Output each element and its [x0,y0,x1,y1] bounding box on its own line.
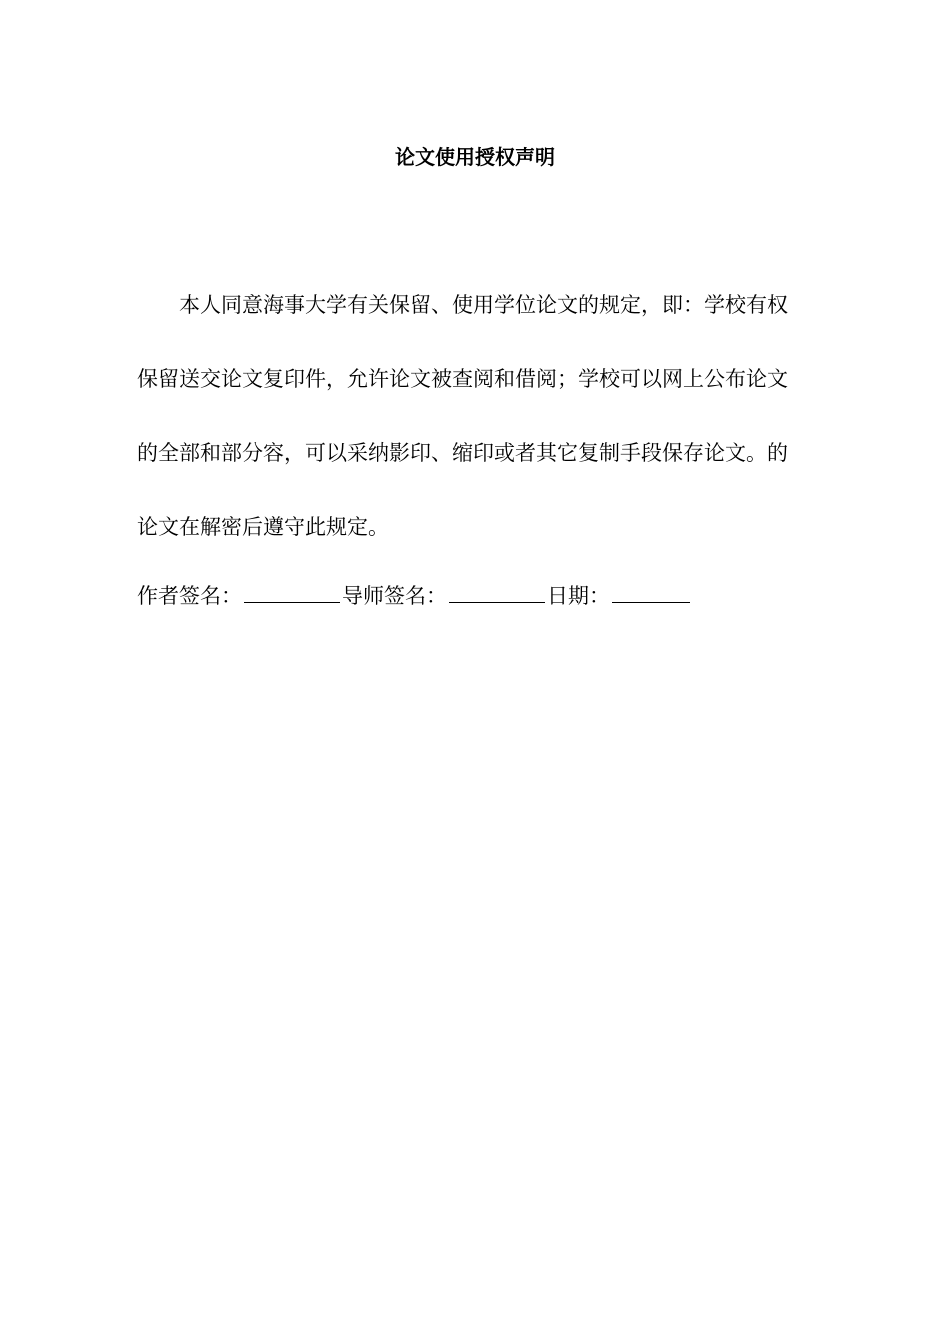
author-signature-label: 作者签名： [137,584,242,608]
date-label: 日期： [547,584,610,608]
document-title: 论文使用授权声明 [395,145,555,169]
paragraph-line-4: 论文在解密后遵守此规定。 [137,515,389,539]
signature-row [137,578,692,611]
author-signature-blank[interactable] [244,578,340,603]
date-blank[interactable] [612,578,690,603]
paragraph-line-2: 保留送交论文复印件，允许论文被查阅和借阅；学校可以网上公布论文 [137,367,788,391]
advisor-signature-label: 导师签名： [342,584,447,608]
paragraph-line-1: 本人同意海事大学有关保留、使用学位论文的规定，即：学校有权 [179,293,788,317]
paragraph-line-3: 的全部和部分容，可以采纳影印、缩印或者其它复制手段保存论文。的 [137,441,788,465]
advisor-signature-blank[interactable] [449,578,545,603]
